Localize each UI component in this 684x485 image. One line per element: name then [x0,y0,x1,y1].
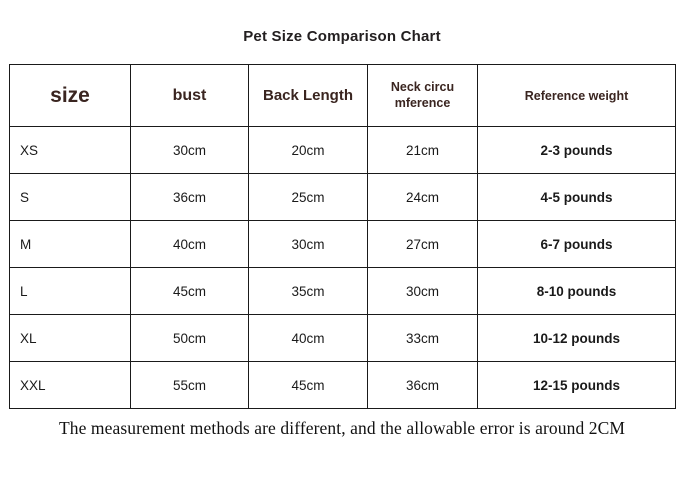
cell-size: S [10,174,131,221]
cell-back-length: 40cm [249,315,368,362]
cell-neck: 21cm [368,127,478,174]
cell-neck: 33cm [368,315,478,362]
cell-back-length: 35cm [249,268,368,315]
column-header-back-length: Back Length [249,65,368,127]
cell-back-length: 45cm [249,362,368,409]
cell-neck: 36cm [368,362,478,409]
cell-size: L [10,268,131,315]
cell-back-length: 30cm [249,221,368,268]
column-header-bust: bust [131,65,249,127]
table-row [10,221,676,268]
column-header-reference-weight: Reference weight [478,65,676,127]
cell-reference-weight: 4-5 pounds [478,174,676,221]
size-table [9,64,676,409]
cell-bust: 55cm [131,362,249,409]
table-header-row [10,65,676,127]
cell-reference-weight: 2-3 pounds [478,127,676,174]
page-title: Pet Size Comparison Chart [243,28,441,45]
cell-neck: 27cm [368,221,478,268]
table-row [10,174,676,221]
cell-back-length: 25cm [249,174,368,221]
table-row [10,315,676,362]
cell-size: XS [10,127,131,174]
neck-header-line-1: Neck circu [390,79,455,94]
neck-header-line-2: mference [394,95,451,110]
cell-reference-weight: 6-7 pounds [478,221,676,268]
cell-size: XL [10,315,131,362]
cell-reference-weight: 10-12 pounds [478,315,676,362]
cell-reference-weight: 12-15 pounds [478,362,676,409]
size-table-container [9,64,675,409]
cell-neck: 30cm [368,268,478,315]
measurement-footnote: The measurement methods are different, and the allowable error is around 2CM [58,418,626,438]
cell-bust: 40cm [131,221,249,268]
cell-size: XXL [10,362,131,409]
cell-bust: 45cm [131,268,249,315]
column-header-size: size [10,65,131,127]
cell-bust: 50cm [131,315,249,362]
cell-neck: 24cm [368,174,478,221]
table-row [10,268,676,315]
table-row [10,362,676,409]
cell-reference-weight: 8-10 pounds [478,268,676,315]
cell-bust: 30cm [131,127,249,174]
table-row [10,127,676,174]
column-header-neck-circumference [368,65,478,127]
cell-back-length: 20cm [249,127,368,174]
cell-size: M [10,221,131,268]
cell-bust: 36cm [131,174,249,221]
